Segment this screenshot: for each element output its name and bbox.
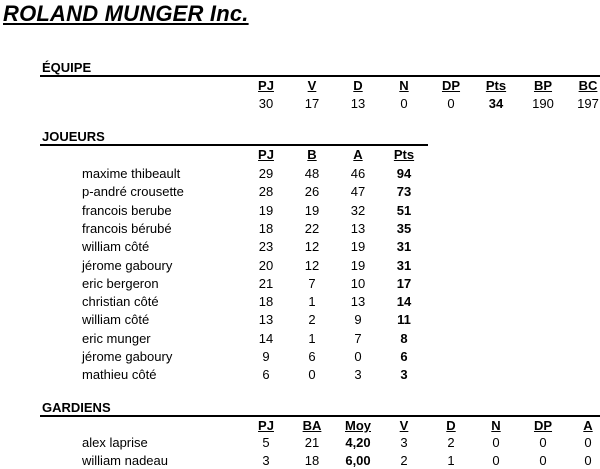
- page-title: ROLAND MUNGER Inc.: [3, 1, 249, 26]
- player-stat-pts: 11: [397, 312, 411, 328]
- player-stat-b: 22: [304, 220, 320, 236]
- player-name: william côté: [82, 239, 150, 255]
- player-stat-a: 0: [354, 349, 362, 364]
- player-stat-pts: 17: [396, 275, 412, 291]
- column-header: D: [353, 78, 363, 93]
- player-stat-b: 0: [308, 367, 316, 383]
- player-stat-b: 7: [308, 275, 316, 291]
- player-stat-b: 1: [308, 294, 316, 310]
- team-stat-value: 197: [577, 96, 599, 111]
- goalie-stat-moy: 6,00: [345, 453, 371, 468]
- column-header: DP: [533, 418, 553, 433]
- player-stat-pj: 18: [258, 294, 274, 310]
- goalie-stat-d: 1: [447, 453, 455, 468]
- column-header: DP: [441, 78, 461, 93]
- player-stat-pts: 35: [396, 220, 412, 236]
- player-stat-b: 6: [308, 349, 316, 364]
- player-stat-pts: 6: [400, 349, 408, 364]
- column-header: B: [307, 147, 317, 162]
- section-equipe-divider: [40, 75, 600, 77]
- goalie-stat-dp: 0: [539, 435, 547, 450]
- goalie-stat-moy: 4,20: [345, 435, 371, 450]
- player-stat-pts: 14: [396, 294, 412, 310]
- column-header: BP: [533, 78, 553, 93]
- player-stat-pj: 23: [258, 239, 274, 255]
- player-name: alex laprise: [82, 435, 148, 450]
- player-name: william nadeau: [82, 453, 168, 468]
- player-name: p-andré crousette: [82, 184, 184, 200]
- player-stat-pj: 19: [258, 202, 274, 218]
- column-header: N: [491, 418, 501, 433]
- player-name: william côté: [82, 312, 150, 328]
- column-header: Pts: [393, 147, 415, 162]
- player-stat-b: 12: [304, 239, 320, 255]
- player-stat-pj: 14: [258, 330, 274, 346]
- player-stat-b: 19: [304, 202, 320, 218]
- team-stat-value: 34: [488, 96, 504, 111]
- column-header: PJ: [258, 418, 274, 433]
- player-stat-b: 12: [304, 257, 320, 273]
- player-stat-a: 3: [354, 367, 362, 383]
- team-stat-value: 190: [532, 96, 554, 111]
- column-header: PJ: [258, 78, 274, 93]
- player-stat-pj: 28: [258, 184, 274, 200]
- column-header: Moy: [345, 418, 371, 433]
- player-stat-b: 26: [304, 184, 320, 200]
- goalie-stat-ba: 21: [304, 435, 320, 450]
- column-header: A: [353, 147, 363, 162]
- player-stat-a: 9: [354, 312, 362, 328]
- player-stat-b: 2: [308, 312, 316, 328]
- goalie-stat-ba: 18: [304, 453, 320, 468]
- player-stat-a: 46: [350, 166, 366, 181]
- goalie-stat-d: 2: [447, 435, 455, 450]
- goalie-stat-dp: 0: [539, 453, 547, 468]
- goalie-stat-n: 0: [492, 453, 500, 468]
- player-stat-pts: 73: [396, 184, 412, 200]
- goalie-stat-n: 0: [492, 435, 500, 450]
- column-header: N: [399, 78, 409, 93]
- player-stat-pj: 9: [262, 349, 270, 364]
- player-stat-pj: 18: [258, 220, 274, 236]
- player-name: francois bérubé: [82, 220, 172, 236]
- column-header: BA: [302, 418, 322, 433]
- column-header: BC: [578, 78, 598, 93]
- player-stat-a: 19: [350, 257, 366, 273]
- player-name: eric munger: [82, 330, 151, 346]
- player-stat-pj: 21: [258, 275, 274, 291]
- player-stat-a: 47: [350, 184, 366, 200]
- player-stat-pts: 3: [400, 367, 408, 383]
- team-stat-value: 0: [400, 96, 408, 111]
- team-stat-value: 30: [258, 96, 274, 111]
- team-stat-value: 17: [304, 96, 320, 111]
- player-stat-b: 48: [304, 166, 320, 181]
- player-stat-pj: 6: [262, 367, 270, 383]
- team-stat-value: 0: [447, 96, 455, 111]
- column-header: Pts: [485, 78, 507, 93]
- goalie-stat-a: 0: [584, 453, 592, 468]
- player-name: mathieu côté: [82, 367, 157, 383]
- goalie-stat-pj: 5: [262, 435, 270, 450]
- player-stat-a: 10: [350, 275, 366, 291]
- player-name: christian côté: [82, 294, 159, 310]
- player-stat-pts: 94: [396, 166, 412, 181]
- goalie-stat-v: 2: [400, 453, 408, 468]
- player-stat-a: 13: [350, 294, 366, 310]
- column-header: D: [446, 418, 456, 433]
- section-equipe-label: ÉQUIPE: [42, 60, 92, 75]
- player-stat-pts: 31: [396, 257, 412, 273]
- column-header: PJ: [258, 147, 274, 162]
- column-header: V: [399, 418, 409, 433]
- player-stat-pts: 31: [396, 239, 412, 255]
- goalie-stat-pj: 3: [262, 453, 270, 468]
- player-stat-pts: 51: [396, 202, 412, 218]
- player-name: francois berube: [82, 202, 172, 218]
- column-header: A: [583, 418, 593, 433]
- player-name: eric bergeron: [82, 275, 159, 291]
- player-stat-pj: 13: [258, 312, 274, 328]
- column-header: V: [307, 78, 317, 93]
- player-stat-pj: 20: [258, 257, 274, 273]
- player-stat-pts: 8: [400, 330, 408, 346]
- goalie-stat-a: 0: [584, 435, 592, 450]
- section-gardiens-label: GARDIENS: [42, 400, 111, 415]
- player-name: jérome gaboury: [82, 257, 173, 273]
- team-stat-value: 13: [350, 96, 366, 111]
- player-stat-a: 13: [350, 220, 366, 236]
- section-gardiens-divider: [40, 415, 600, 417]
- player-name: maxime thibeault: [82, 166, 181, 181]
- player-stat-a: 19: [350, 239, 366, 255]
- player-stat-a: 7: [354, 330, 362, 346]
- player-stat-pj: 29: [258, 166, 274, 181]
- section-joueurs-label: JOUEURS: [42, 129, 105, 144]
- player-name: jérome gaboury: [82, 349, 173, 364]
- player-stat-b: 1: [308, 330, 316, 346]
- goalie-stat-v: 3: [400, 435, 408, 450]
- player-stat-a: 32: [350, 202, 366, 218]
- section-joueurs-divider: [40, 144, 428, 146]
